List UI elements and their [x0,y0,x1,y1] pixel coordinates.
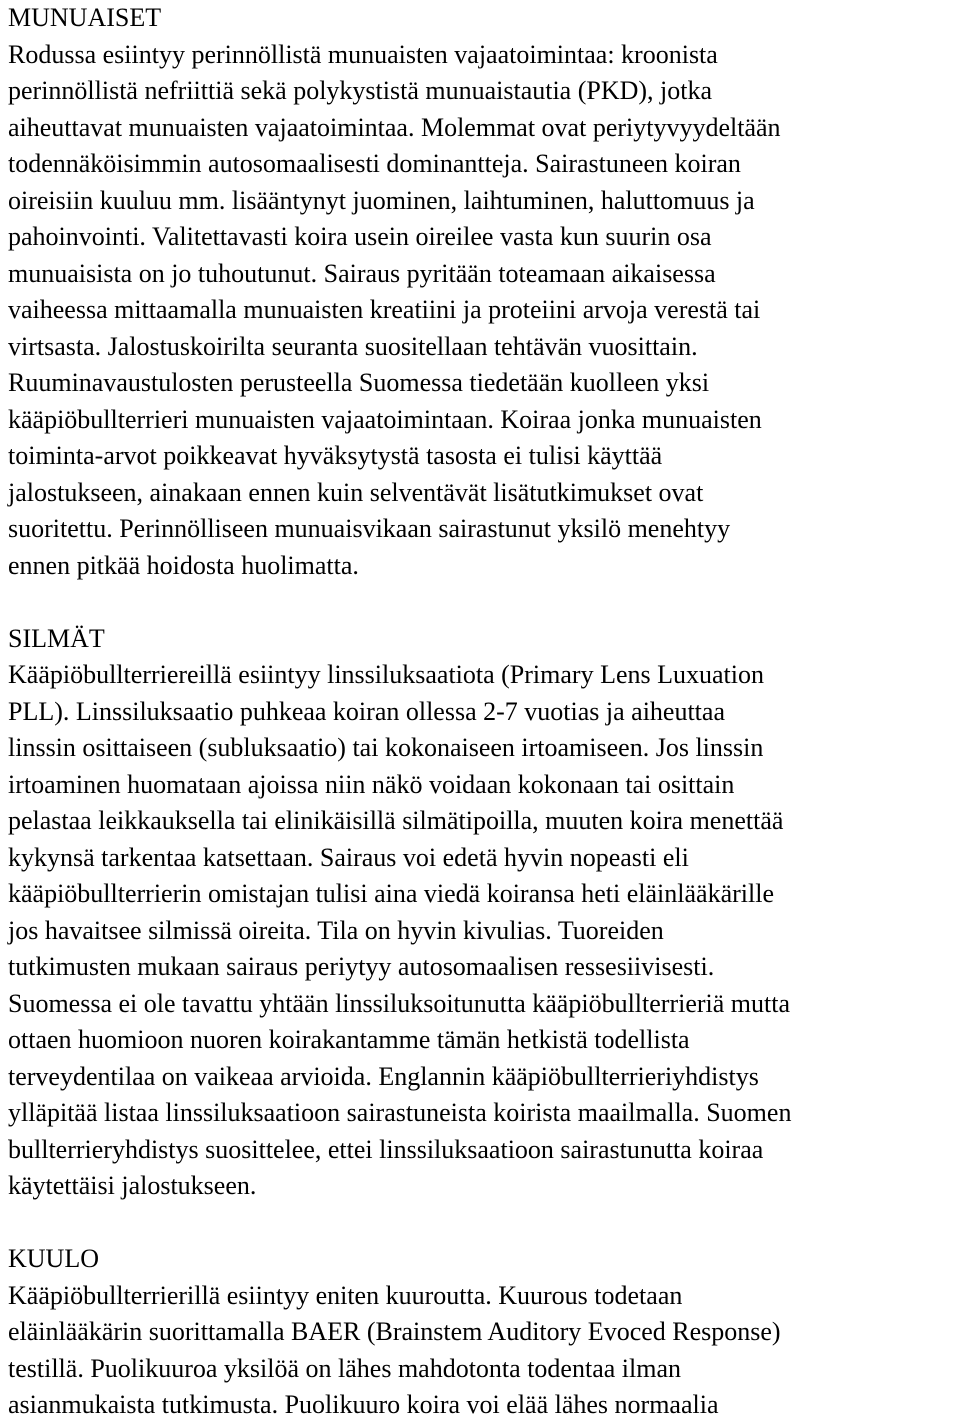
text-line: käytettäisi jalostukseen. [8,1171,257,1200]
section-silmat [8,621,958,1205]
text-line: ennen pitkää hoidosta huolimatta. [8,550,359,580]
text-line: terveydentilaa on vaikeaa arvioida. Englannin kääpiöbullterrieriyhdistys [8,1061,759,1091]
text-line: linssin osittaiseen (subluksaatio) tai kokonaiseen irtoamiseen. Jos linssin [8,733,764,762]
section-heading: KUULO [8,1244,99,1273]
text-line: Ruuminavaustulosten perusteella Suomessa tiedetään kuolleen yksi [8,368,710,397]
text-line: Rodussa esiintyy perinnöllistä munuaisten vajaatoimintaa: kroonista [8,39,718,69]
text-line: PLL). Linssiluksaatio puhkeaa koiran ollessa 2-7 vuotias ja aiheuttaa [8,696,725,726]
text-line: Suomessa ei ole tavattu yhtään linssiluksoitunutta kääpiöbullterrieriä mutta [8,988,790,1018]
text-line: virtsasta. Jalostuskoirilta seuranta suositellaan tehtävän vuosittain. [8,331,698,361]
text-line: Kääpiöbullterriereillä esiintyy linssiluksaatiota (Primary Lens Luxuation [8,660,764,689]
text-line: kykynsä tarkentaa katsettaan. Sairaus voi edetä hyvin nopeasti eli [8,842,689,872]
text-line: pelastaa leikkauksella tai elinikäisillä silmätipoilla, muuten koira menettää [8,806,784,835]
text-line: testillä. Puolikuuroa yksilöä on lähes mahdotonta todentaa ilman [8,1353,681,1383]
text-line: bullterrieryhdistys suosittelee, ettei linssiluksaatioon sairastunutta koiraa [8,1134,764,1164]
section-spacer [8,584,958,621]
text-line: todennäköisimmin autosomaalisesti dominantteja. Sairastuneen koiran [8,149,741,178]
text-line: asianmukaista tutkimusta. Puolikuuro koira voi elää lähes normaalia [8,1390,719,1419]
text-line: vaiheessa mittaamalla munuaisten kreatiini ja proteiini arvoja verestä tai [8,295,761,324]
text-line: kääpiöbullterrierin omistajan tulisi aina viedä koiransa heti eläinlääkärille [8,879,774,908]
section-spacer [8,1205,958,1242]
text-line: aiheuttavat munuaisten vajaatoimintaa. Molemmat ovat periytyvyydeltään [8,112,781,142]
section-heading: MUNUAISET [8,3,162,32]
section-munuaiset [8,0,958,584]
text-line: oireisiin kuuluu mm. lisääntynyt juominen, laihtuminen, haluttomuus ja [8,185,755,215]
text-line: pahoinvointi. Valitettavasti koira usein oireilee vasta kun suurin osa [8,222,712,251]
text-line: eläinlääkärin suorittamalla BAER (Brainstem Auditory Evoced Response) [8,1317,781,1346]
text-line: ylläpitää listaa linssiluksaatioon sairastuneista koirista maailmalla. Suomen [8,1098,792,1127]
text-line: jalostukseen, ainakaan ennen kuin selventävät lisätutkimukset ovat [8,477,704,507]
text-line: perinnöllistä nefriittiä sekä polykystistä munuaistautia (PKD), jotka [8,76,713,105]
text-line: jos havaitsee silmissä oireita. Tila on hyvin kivulias. Tuoreiden [8,915,664,945]
document-page [8,0,958,1424]
text-line: munuaisista on jo tuhoutunut. Sairaus pyritään toteamaan aikaisessa [8,258,716,288]
section-body [8,1278,958,1424]
section-kuulo [8,1241,958,1424]
section-body [8,657,958,1205]
text-line: tutkimusten mukaan sairaus periytyy autosomaalisen ressesiivisesti. [8,952,715,981]
text-line: kääpiöbullterrieri munuaisten vajaatoimintaan. Koiraa jonka munuaisten [8,404,762,434]
section-heading: SILMÄT [8,623,105,653]
text-line: toiminta-arvot poikkeavat hyväksytystä tasosta ei tulisi käyttää [8,441,663,470]
text-line: irtoaminen huomataan ajoissa niin näkö voidaan kokonaan tai osittain [8,769,735,799]
section-body [8,37,958,585]
text-line: Kääpiöbullterrierillä esiintyy eniten kuuroutta. Kuurous todetaan [8,1280,683,1310]
text-line: suoritettu. Perinnölliseen munuaisvikaan sairastunut yksilö menehtyy [8,514,731,543]
text-line: ottaen huomioon nuoren koirakantamme tämän hetkistä todellista [8,1025,690,1054]
